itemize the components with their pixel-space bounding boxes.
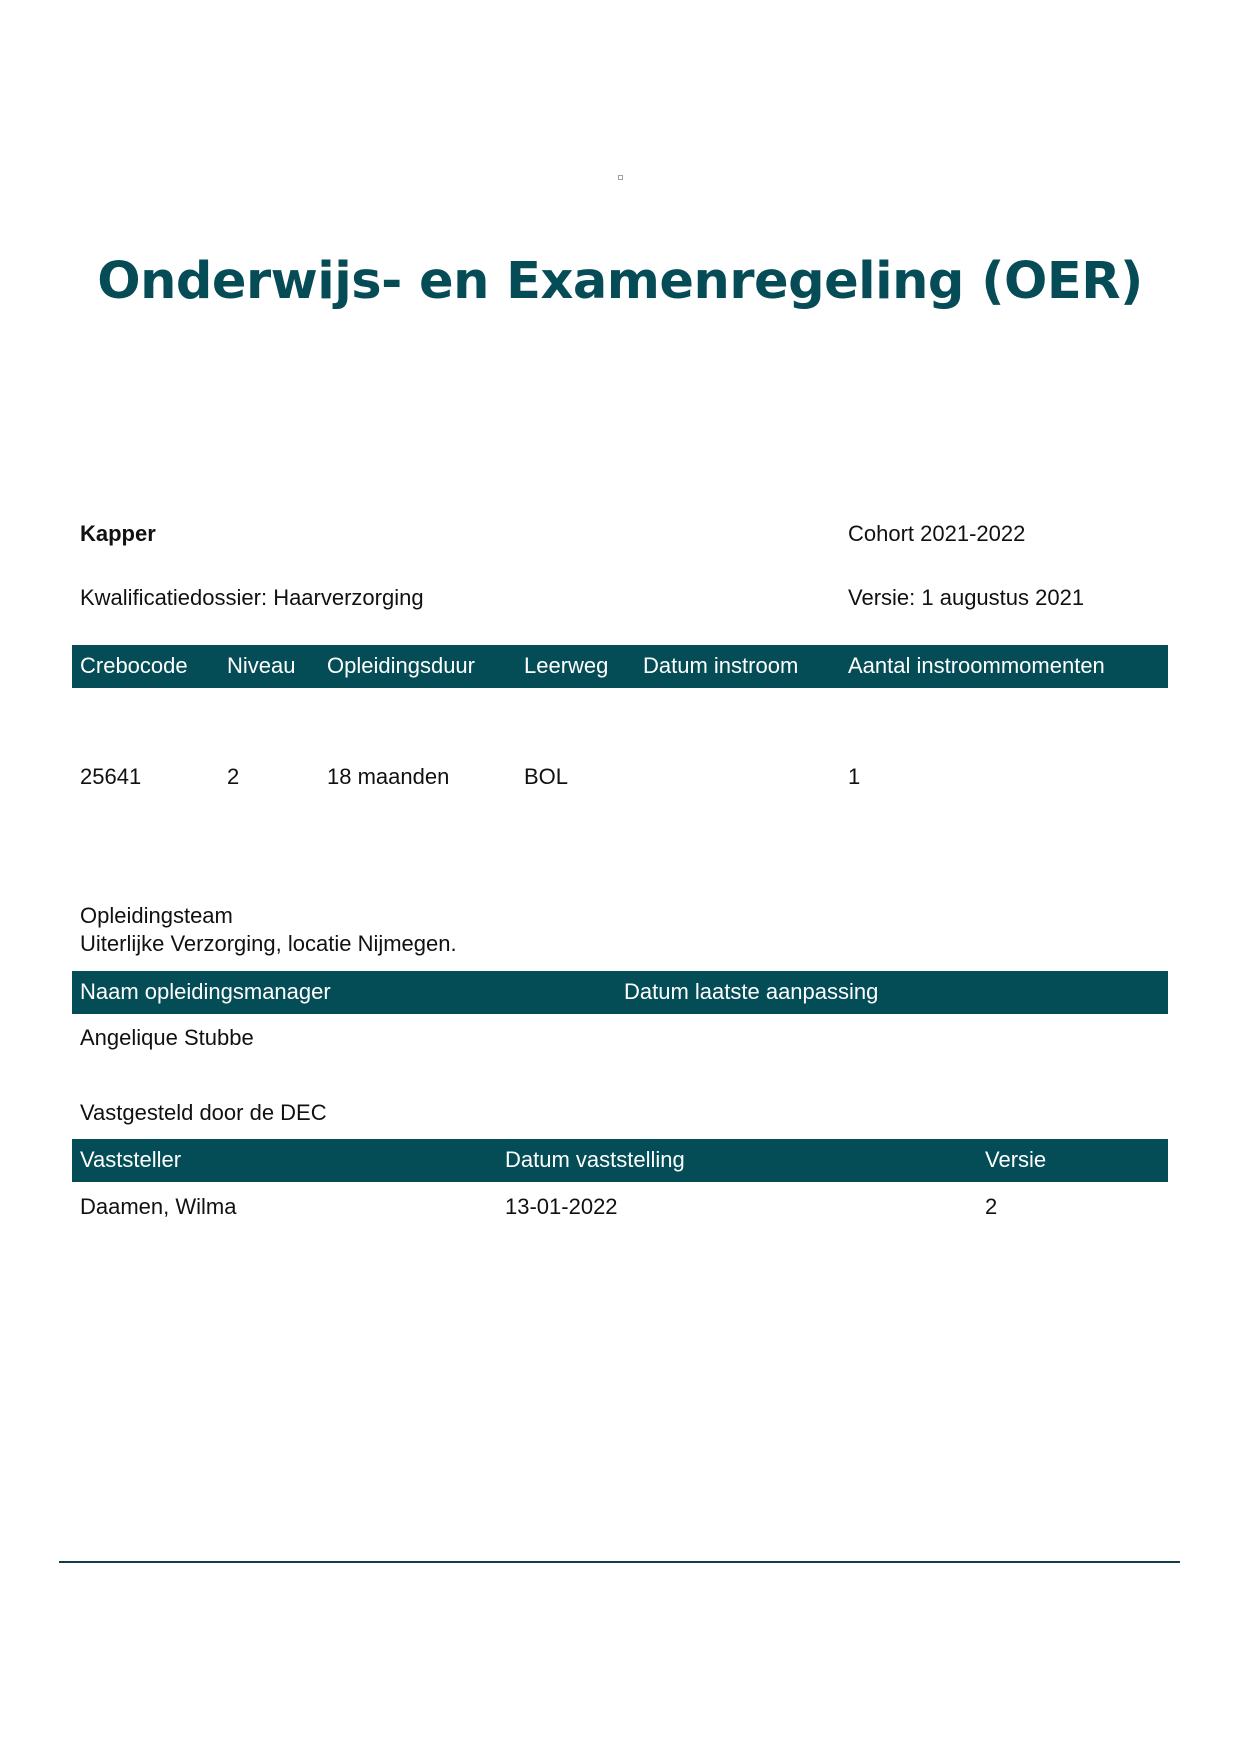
cell-aantal-instroommomenten: 1: [848, 764, 861, 789]
cell-datum-vaststelling: 13-01-2022: [505, 1194, 618, 1219]
cohort-label: Cohort 2021-2022: [848, 521, 1026, 546]
dec-label: Vastgesteld door de DEC: [80, 1100, 327, 1125]
footer-divider: [59, 1561, 1180, 1563]
header-crebocode: Crebocode: [80, 653, 188, 678]
header-naam-opleidingsmanager: Naam opleidingsmanager: [80, 979, 331, 1004]
header-aantal-instroommomenten: Aantal instroommomenten: [848, 653, 1105, 678]
version-label: Versie: 1 augustus 2021: [848, 585, 1085, 610]
approval-table-header: [72, 1139, 1168, 1182]
team-label: Opleidingsteam: [80, 903, 233, 928]
cell-vaststeller: Daamen, Wilma: [80, 1194, 237, 1219]
header-vaststeller: Vaststeller: [80, 1147, 182, 1172]
cell-versie: 2: [985, 1194, 998, 1219]
program-table-header: [72, 645, 1168, 688]
manager-table-header: [72, 971, 1168, 1014]
qualification-dossier: Kwalificatiedossier: Haarverzorging: [80, 585, 424, 610]
cell-opleidingsduur: 18 maanden: [327, 764, 450, 789]
header-opleidingsduur: Opleidingsduur: [327, 653, 475, 678]
header-leerweg: Leerweg: [524, 653, 609, 678]
header-datum-vaststelling: Datum vaststelling: [505, 1147, 685, 1172]
cell-leerweg: BOL: [524, 764, 569, 789]
header-datum-instroom: Datum instroom: [643, 653, 799, 678]
document-title: Onderwijs- en Examenregeling (OER): [97, 252, 1143, 311]
cell-crebocode: 25641: [80, 764, 142, 789]
cell-manager-name: Angelique Stubbe: [80, 1025, 254, 1050]
program-name: Kapper: [80, 521, 156, 546]
header-versie: Versie: [985, 1147, 1047, 1172]
header-datum-laatste-aanpassing: Datum laatste aanpassing: [624, 979, 879, 1004]
header-niveau: Niveau: [227, 653, 296, 678]
placeholder-square-icon: [618, 175, 623, 180]
cell-niveau: 2: [227, 764, 240, 789]
team-name: Uiterlijke Verzorging, locatie Nijmegen.: [80, 931, 457, 956]
